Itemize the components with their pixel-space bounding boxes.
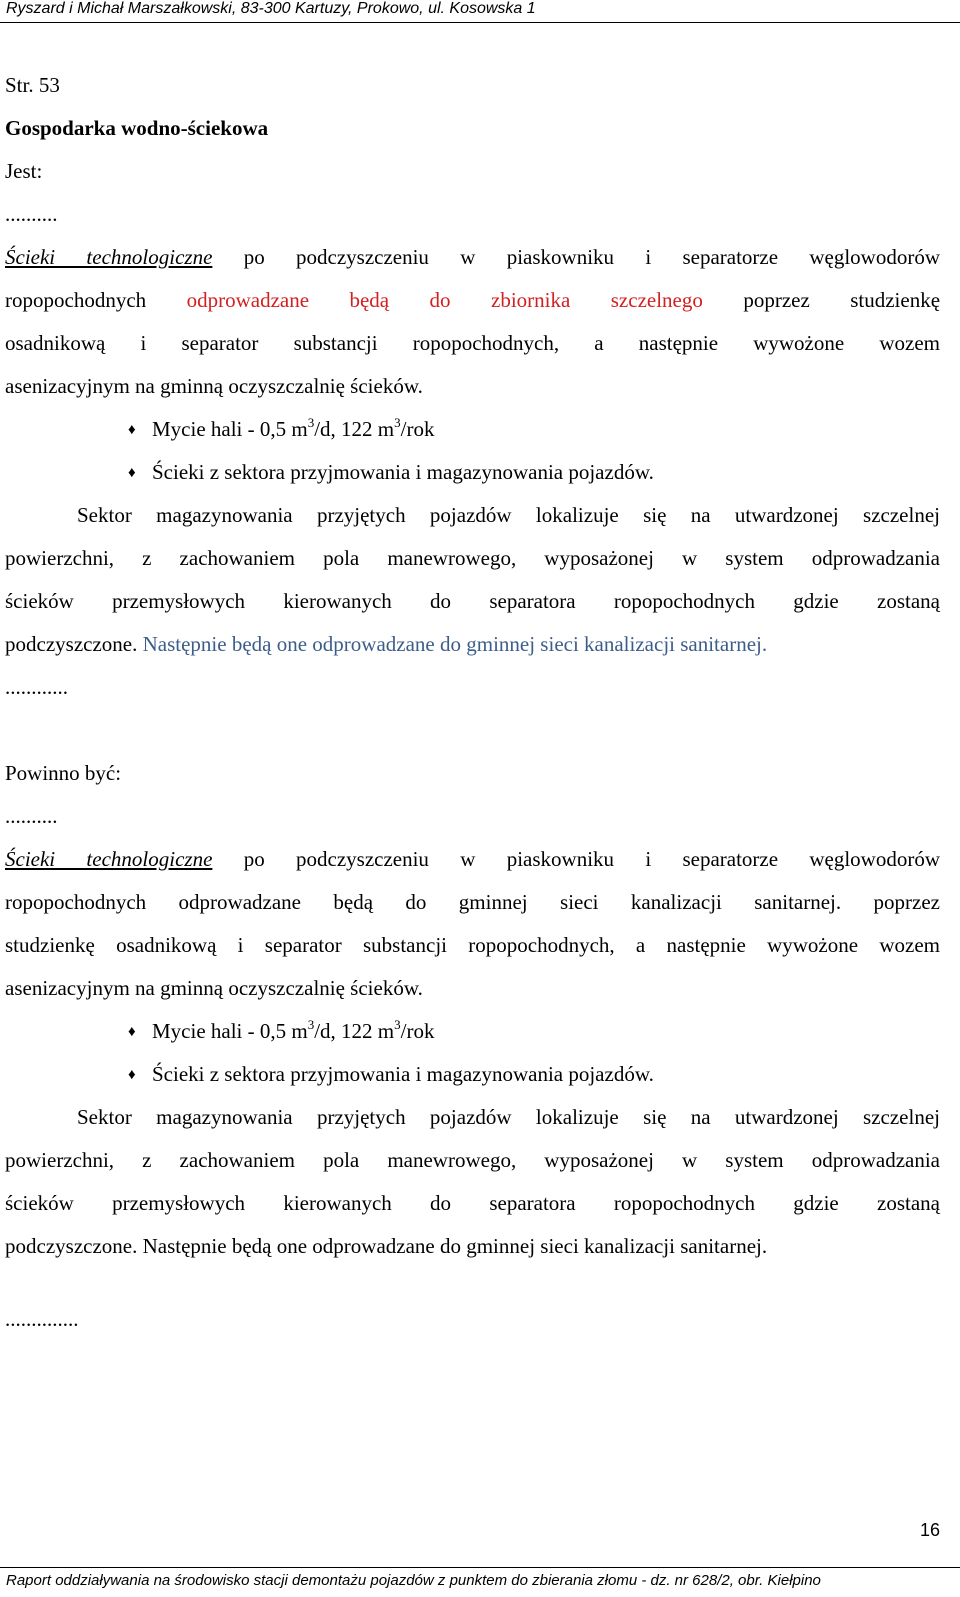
jest-p1-line3: osadnikową i separator substancji ropopochodnych, a następnie wywożone wozem bbox=[5, 331, 940, 355]
term-scieki-technologiczne: Ścieki technologiczne bbox=[5, 847, 213, 871]
powinno-p1-line1: Ścieki technologiczne po podczyszczeniu w piaskowniku i separatorze węglowodorów bbox=[5, 847, 940, 871]
jest-ellipsis-top: .......... bbox=[5, 202, 58, 226]
jest-p2-line3: ścieków przemysłowych kierowanych do separatora ropopochodnych gdzie zostaną bbox=[5, 589, 940, 613]
jest-bullet-mycie-hali: ♦ Mycie hali - 0,5 $m^3/d$, 122 $m^3$/rok bbox=[5, 411, 940, 454]
jest-p1-line2: ropopochodnych odprowadzane będą do zbiornika szczelnego poprzez studzienkę bbox=[5, 288, 941, 312]
jest-bullet-scieki-sektora: ♦ Ścieki z sektora przyjmowania i magazynowania pojazdów. bbox=[5, 454, 940, 497]
diamond-bullet-icon: ♦ bbox=[128, 465, 136, 481]
powinno-p2-line2: powierzchni, z zachowaniem pola manewrowego, wyposażonej w system odprowadzania bbox=[5, 1148, 940, 1172]
diamond-bullet-icon: ♦ bbox=[128, 1024, 136, 1040]
page-number: 16 bbox=[919, 1520, 940, 1540]
powinno-p1-line4: asenizacyjnym na gminną oczyszczalnię ścieków. bbox=[5, 976, 423, 1000]
footer-rule bbox=[0, 1567, 960, 1568]
diamond-bullet-icon: ♦ bbox=[128, 422, 136, 438]
jest-p2-line2: powierzchni, z zachowaniem pola manewrowego, wyposażonej w system odprowadzania bbox=[5, 546, 940, 570]
powinno-p1-line3: studzienkę osadnikową i separator substancji ropopochodnych, a następnie wywożone wozem bbox=[5, 933, 940, 957]
section-gap bbox=[5, 712, 940, 755]
powinno-p1-line2: ropopochodnych odprowadzane będą do gminnej sieci kanalizacji sanitarnej. poprzez bbox=[5, 890, 940, 914]
jest-p2-line4: podczyszczone. Następnie będą one odprowadzane do gminnej sieci kanalizacji sanitarnej. bbox=[5, 632, 768, 656]
header-rule bbox=[0, 22, 960, 23]
page-reference: Str. 53 bbox=[5, 73, 60, 97]
jest-ellipsis-bottom: ............ bbox=[5, 675, 68, 699]
blue-highlight: Następnie będą one odprowadzane do gminnej sieci kanalizacji sanitarnej. bbox=[142, 632, 768, 656]
jest-p1-line1: Ścieki technologiczne po podczyszczeniu w piaskowniku i separatorze węglowodorów bbox=[5, 245, 940, 269]
jest-p2-line1: Sektor magazynowania przyjętych pojazdów lokalizuje się na utwardzonej szczelnej bbox=[77, 503, 940, 527]
red-highlight: odprowadzane będą do zbiornika szczelnego bbox=[186, 288, 703, 312]
powinno-ellipsis-bottom: .............. bbox=[5, 1307, 79, 1331]
powinno-p2-line3: ścieków przemysłowych kierowanych do separatora ropopochodnych gdzie zostaną bbox=[5, 1191, 940, 1215]
jest-label: Jest: bbox=[5, 159, 43, 183]
powinno-bullet-mycie-hali: ♦ Mycie hali - 0,5 $m^3/d$, 122 $m^3$/rok bbox=[5, 1013, 940, 1056]
powinno-label: Powinno być: bbox=[5, 761, 122, 785]
powinno-ellipsis-top: .......... bbox=[5, 804, 58, 828]
section-title: Gospodarka wodno-ściekowa bbox=[5, 116, 269, 140]
powinno-p2-line4: podczyszczone. Następnie będą one odprowadzane do gminnej sieci kanalizacji sanitarnej. bbox=[5, 1234, 768, 1258]
document-body bbox=[5, 67, 940, 1344]
section-gap bbox=[5, 1271, 940, 1301]
term-scieki-technologiczne: Ścieki technologiczne bbox=[5, 245, 213, 269]
page-footer: Raport oddziaływania na środowisko stacji demontażu pojazdów z punktem do zbierania złomu - dz. nr 628/2, obr. Kiełpino bbox=[6, 1572, 821, 1589]
diamond-bullet-icon: ♦ bbox=[128, 1067, 136, 1083]
jest-p1-line4: asenizacyjnym na gminną oczyszczalnię ścieków. bbox=[5, 374, 423, 398]
powinno-bullet-scieki-sektora: ♦ Ścieki z sektora przyjmowania i magazynowania pojazdów. bbox=[5, 1056, 940, 1099]
powinno-p2-line1: Sektor magazynowania przyjętych pojazdów lokalizuje się na utwardzonej szczelnej bbox=[77, 1105, 940, 1129]
page-header: Ryszard i Michał Marszałkowski, 83-300 Kartuzy, Prokowo, ul. Kosowska 1 bbox=[6, 0, 536, 17]
